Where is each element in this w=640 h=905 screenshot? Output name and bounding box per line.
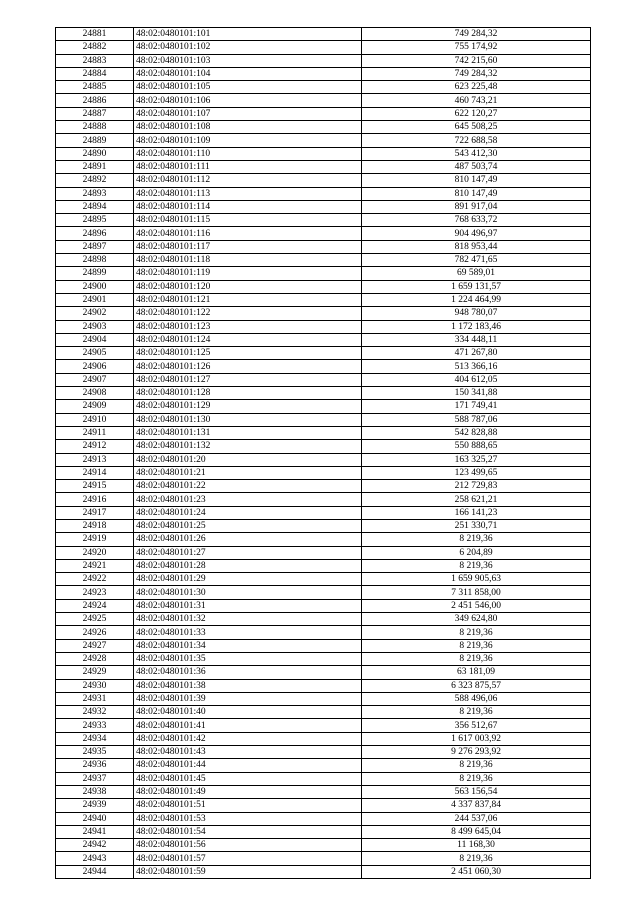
cadastral-value-cell: 356 512,67 (362, 719, 591, 732)
cadastral-value-cell: 63 181,09 (362, 666, 591, 679)
cadastral-value-cell: 471 267,80 (362, 347, 591, 360)
table-row (56, 94, 591, 107)
cadastral-number-cell: 48:02:0480101:114 (134, 200, 362, 213)
cadastral-number-cell: 48:02:0480101:105 (134, 81, 362, 94)
cadastral-value-cell: 891 917,04 (362, 200, 591, 213)
cadastral-value-cell: 755 174,92 (362, 41, 591, 54)
row-number-cell: 24887 (56, 107, 134, 120)
cadastral-value-table (55, 27, 591, 879)
row-number-cell: 24929 (56, 666, 134, 679)
table-row (56, 28, 591, 41)
cadastral-value-cell: 782 471,65 (362, 254, 591, 267)
cadastral-value-cell: 8 219,36 (362, 772, 591, 785)
cadastral-number-cell: 48:02:0480101:116 (134, 227, 362, 240)
cadastral-number-cell: 48:02:0480101:43 (134, 746, 362, 759)
row-number-cell: 24895 (56, 214, 134, 227)
cadastral-value-cell: 404 612,05 (362, 373, 591, 386)
table-row (56, 652, 591, 665)
row-number-cell: 24903 (56, 320, 134, 333)
row-number-cell: 24938 (56, 785, 134, 798)
cadastral-value-cell: 8 219,36 (362, 639, 591, 652)
table-row (56, 839, 591, 852)
cadastral-value-cell: 244 537,06 (362, 812, 591, 825)
table-row (56, 573, 591, 586)
cadastral-value-cell: 123 499,65 (362, 466, 591, 479)
row-number-cell: 24909 (56, 400, 134, 413)
cadastral-value-cell: 171 749,41 (362, 400, 591, 413)
cadastral-number-cell: 48:02:0480101:119 (134, 267, 362, 280)
cadastral-value-cell: 8 219,36 (362, 706, 591, 719)
cadastral-value-cell: 150 341,88 (362, 387, 591, 400)
row-number-cell: 24943 (56, 852, 134, 865)
row-number-cell: 24883 (56, 54, 134, 67)
cadastral-number-cell: 48:02:0480101:115 (134, 214, 362, 227)
table-row (56, 320, 591, 333)
table-row (56, 706, 591, 719)
row-number-cell: 24884 (56, 67, 134, 80)
row-number-cell: 24882 (56, 41, 134, 54)
cadastral-number-cell: 48:02:0480101:27 (134, 546, 362, 559)
cadastral-number-cell: 48:02:0480101:128 (134, 387, 362, 400)
cadastral-number-cell: 48:02:0480101:26 (134, 533, 362, 546)
cadastral-number-cell: 48:02:0480101:57 (134, 852, 362, 865)
cadastral-number-cell: 48:02:0480101:127 (134, 373, 362, 386)
row-number-cell: 24933 (56, 719, 134, 732)
cadastral-value-cell: 9 276 293,92 (362, 746, 591, 759)
row-number-cell: 24893 (56, 187, 134, 200)
table-row (56, 214, 591, 227)
cadastral-value-cell: 460 743,21 (362, 94, 591, 107)
cadastral-value-cell: 1 224 464,99 (362, 293, 591, 306)
cadastral-number-cell: 48:02:0480101:30 (134, 586, 362, 599)
row-number-cell: 24907 (56, 373, 134, 386)
table-row (56, 413, 591, 426)
cadastral-value-cell: 818 953,44 (362, 240, 591, 253)
cadastral-value-cell: 349 624,80 (362, 613, 591, 626)
cadastral-number-cell: 48:02:0480101:129 (134, 400, 362, 413)
table-row (56, 466, 591, 479)
table-row (56, 759, 591, 772)
table-row (56, 865, 591, 878)
row-number-cell: 24889 (56, 134, 134, 147)
row-number-cell: 24923 (56, 586, 134, 599)
cadastral-number-cell: 48:02:0480101:20 (134, 453, 362, 466)
table-row (56, 679, 591, 692)
row-number-cell: 24939 (56, 799, 134, 812)
row-number-cell: 24904 (56, 333, 134, 346)
row-number-cell: 24896 (56, 227, 134, 240)
row-number-cell: 24890 (56, 147, 134, 160)
table-row (56, 666, 591, 679)
cadastral-number-cell: 48:02:0480101:45 (134, 772, 362, 785)
table-row (56, 280, 591, 293)
cadastral-value-cell: 722 688,58 (362, 134, 591, 147)
cadastral-value-cell: 2 451 546,00 (362, 599, 591, 612)
cadastral-number-cell: 48:02:0480101:110 (134, 147, 362, 160)
row-number-cell: 24918 (56, 519, 134, 532)
table-row (56, 107, 591, 120)
table-row (56, 360, 591, 373)
row-number-cell: 24905 (56, 347, 134, 360)
cadastral-number-cell: 48:02:0480101:118 (134, 254, 362, 267)
table-row (56, 453, 591, 466)
cadastral-number-cell: 48:02:0480101:103 (134, 54, 362, 67)
table-row (56, 639, 591, 652)
cadastral-value-cell: 542 828,88 (362, 426, 591, 439)
cadastral-value-cell: 749 284,32 (362, 28, 591, 41)
table-row (56, 559, 591, 572)
row-number-cell: 24941 (56, 825, 134, 838)
table-row (56, 134, 591, 147)
table-row (56, 147, 591, 160)
cadastral-number-cell: 48:02:0480101:120 (134, 280, 362, 293)
cadastral-number-cell: 48:02:0480101:125 (134, 347, 362, 360)
cadastral-value-cell: 258 621,21 (362, 493, 591, 506)
row-number-cell: 24888 (56, 121, 134, 134)
row-number-cell: 24898 (56, 254, 134, 267)
row-number-cell: 24891 (56, 160, 134, 173)
table-row (56, 719, 591, 732)
row-number-cell: 24911 (56, 426, 134, 439)
table-row (56, 812, 591, 825)
cadastral-number-cell: 48:02:0480101:21 (134, 466, 362, 479)
cadastral-number-cell: 48:02:0480101:29 (134, 573, 362, 586)
row-number-cell: 24934 (56, 732, 134, 745)
cadastral-value-cell: 334 448,11 (362, 333, 591, 346)
cadastral-number-cell: 48:02:0480101:108 (134, 121, 362, 134)
table-row (56, 599, 591, 612)
cadastral-value-cell: 11 168,30 (362, 839, 591, 852)
cadastral-value-cell: 6 323 875,57 (362, 679, 591, 692)
cadastral-number-cell: 48:02:0480101:33 (134, 626, 362, 639)
cadastral-value-cell: 948 780,07 (362, 307, 591, 320)
table-row (56, 519, 591, 532)
cadastral-number-cell: 48:02:0480101:39 (134, 692, 362, 705)
row-number-cell: 24920 (56, 546, 134, 559)
table-row (56, 240, 591, 253)
table-row (56, 254, 591, 267)
table-row (56, 54, 591, 67)
table-row (56, 746, 591, 759)
table-row (56, 200, 591, 213)
table-row (56, 426, 591, 439)
row-number-cell: 24931 (56, 692, 134, 705)
cadastral-number-cell: 48:02:0480101:111 (134, 160, 362, 173)
row-number-cell: 24919 (56, 533, 134, 546)
cadastral-number-cell: 48:02:0480101:123 (134, 320, 362, 333)
table-row (56, 387, 591, 400)
cadastral-number-cell: 48:02:0480101:42 (134, 732, 362, 745)
cadastral-value-cell: 588 496,06 (362, 692, 591, 705)
cadastral-number-cell: 48:02:0480101:132 (134, 440, 362, 453)
cadastral-number-cell: 48:02:0480101:36 (134, 666, 362, 679)
table-row (56, 626, 591, 639)
row-number-cell: 24926 (56, 626, 134, 639)
row-number-cell: 24892 (56, 174, 134, 187)
table-row (56, 307, 591, 320)
table-row (56, 692, 591, 705)
table-row (56, 613, 591, 626)
cadastral-number-cell: 48:02:0480101:23 (134, 493, 362, 506)
row-number-cell: 24886 (56, 94, 134, 107)
cadastral-number-cell: 48:02:0480101:112 (134, 174, 362, 187)
cadastral-number-cell: 48:02:0480101:113 (134, 187, 362, 200)
row-number-cell: 24944 (56, 865, 134, 878)
cadastral-number-cell: 48:02:0480101:41 (134, 719, 362, 732)
row-number-cell: 24935 (56, 746, 134, 759)
cadastral-value-cell: 69 589,01 (362, 267, 591, 280)
cadastral-number-cell: 48:02:0480101:122 (134, 307, 362, 320)
row-number-cell: 24902 (56, 307, 134, 320)
table-row (56, 785, 591, 798)
table-body (56, 28, 591, 879)
row-number-cell: 24925 (56, 613, 134, 626)
cadastral-number-cell: 48:02:0480101:104 (134, 67, 362, 80)
cadastral-number-cell: 48:02:0480101:121 (134, 293, 362, 306)
table-row (56, 293, 591, 306)
table-row (56, 825, 591, 838)
cadastral-number-cell: 48:02:0480101:101 (134, 28, 362, 41)
row-number-cell: 24900 (56, 280, 134, 293)
cadastral-number-cell: 48:02:0480101:56 (134, 839, 362, 852)
cadastral-value-cell: 810 147,49 (362, 174, 591, 187)
cadastral-value-cell: 8 219,36 (362, 559, 591, 572)
table-row (56, 440, 591, 453)
table-row (56, 533, 591, 546)
cadastral-value-cell: 4 337 837,84 (362, 799, 591, 812)
table-row (56, 852, 591, 865)
cadastral-number-cell: 48:02:0480101:130 (134, 413, 362, 426)
row-number-cell: 24899 (56, 267, 134, 280)
table-row (56, 546, 591, 559)
table-row (56, 67, 591, 80)
row-number-cell: 24924 (56, 599, 134, 612)
cadastral-number-cell: 48:02:0480101:109 (134, 134, 362, 147)
cadastral-number-cell: 48:02:0480101:22 (134, 480, 362, 493)
row-number-cell: 24913 (56, 453, 134, 466)
table-row (56, 227, 591, 240)
cadastral-number-cell: 48:02:0480101:53 (134, 812, 362, 825)
cadastral-value-cell: 588 787,06 (362, 413, 591, 426)
cadastral-value-cell: 8 219,36 (362, 533, 591, 546)
cadastral-number-cell: 48:02:0480101:24 (134, 506, 362, 519)
cadastral-number-cell: 48:02:0480101:51 (134, 799, 362, 812)
table-row (56, 506, 591, 519)
table-row (56, 493, 591, 506)
table-row (56, 347, 591, 360)
table-row (56, 400, 591, 413)
table-row (56, 333, 591, 346)
row-number-cell: 24930 (56, 679, 134, 692)
table-row (56, 732, 591, 745)
cadastral-number-cell: 48:02:0480101:59 (134, 865, 362, 878)
cadastral-value-cell: 8 219,36 (362, 652, 591, 665)
row-number-cell: 24894 (56, 200, 134, 213)
cadastral-value-cell: 645 508,25 (362, 121, 591, 134)
row-number-cell: 24936 (56, 759, 134, 772)
cadastral-value-cell: 513 366,16 (362, 360, 591, 373)
cadastral-value-cell: 543 412,30 (362, 147, 591, 160)
table-row (56, 187, 591, 200)
cadastral-value-cell: 563 156,54 (362, 785, 591, 798)
cadastral-value-cell: 1 659 905,63 (362, 573, 591, 586)
cadastral-value-cell: 212 729,83 (362, 480, 591, 493)
row-number-cell: 24910 (56, 413, 134, 426)
cadastral-value-cell: 163 325,27 (362, 453, 591, 466)
row-number-cell: 24917 (56, 506, 134, 519)
row-number-cell: 24901 (56, 293, 134, 306)
cadastral-value-cell: 8 219,36 (362, 626, 591, 639)
cadastral-number-cell: 48:02:0480101:107 (134, 107, 362, 120)
cadastral-number-cell: 48:02:0480101:40 (134, 706, 362, 719)
table-row (56, 373, 591, 386)
row-number-cell: 24927 (56, 639, 134, 652)
row-number-cell: 24940 (56, 812, 134, 825)
table-row (56, 41, 591, 54)
cadastral-value-cell: 6 204,89 (362, 546, 591, 559)
cadastral-value-cell: 7 311 858,00 (362, 586, 591, 599)
cadastral-number-cell: 48:02:0480101:38 (134, 679, 362, 692)
row-number-cell: 24932 (56, 706, 134, 719)
cadastral-number-cell: 48:02:0480101:32 (134, 613, 362, 626)
cadastral-number-cell: 48:02:0480101:31 (134, 599, 362, 612)
cadastral-value-cell: 550 888,65 (362, 440, 591, 453)
cadastral-value-cell: 749 284,32 (362, 67, 591, 80)
cadastral-value-cell: 623 225,48 (362, 81, 591, 94)
table-row (56, 480, 591, 493)
table-row (56, 174, 591, 187)
row-number-cell: 24922 (56, 573, 134, 586)
cadastral-number-cell: 48:02:0480101:25 (134, 519, 362, 532)
cadastral-value-cell: 251 330,71 (362, 519, 591, 532)
cadastral-number-cell: 48:02:0480101:35 (134, 652, 362, 665)
cadastral-value-cell: 2 451 060,30 (362, 865, 591, 878)
row-number-cell: 24937 (56, 772, 134, 785)
row-number-cell: 24881 (56, 28, 134, 41)
cadastral-number-cell: 48:02:0480101:54 (134, 825, 362, 838)
cadastral-number-cell: 48:02:0480101:124 (134, 333, 362, 346)
cadastral-number-cell: 48:02:0480101:102 (134, 41, 362, 54)
cadastral-value-cell: 8 219,36 (362, 852, 591, 865)
cadastral-number-cell: 48:02:0480101:34 (134, 639, 362, 652)
cadastral-value-cell: 768 633,72 (362, 214, 591, 227)
cadastral-value-cell: 1 172 183,46 (362, 320, 591, 333)
table-row (56, 772, 591, 785)
cadastral-value-cell: 487 503,74 (362, 160, 591, 173)
cadastral-number-cell: 48:02:0480101:49 (134, 785, 362, 798)
table-row (56, 81, 591, 94)
cadastral-value-cell: 742 215,60 (362, 54, 591, 67)
table-row (56, 160, 591, 173)
table-row (56, 799, 591, 812)
row-number-cell: 24914 (56, 466, 134, 479)
cadastral-number-cell: 48:02:0480101:44 (134, 759, 362, 772)
cadastral-value-cell: 904 496,97 (362, 227, 591, 240)
cadastral-number-cell: 48:02:0480101:28 (134, 559, 362, 572)
row-number-cell: 24885 (56, 81, 134, 94)
row-number-cell: 24906 (56, 360, 134, 373)
row-number-cell: 24915 (56, 480, 134, 493)
row-number-cell: 24908 (56, 387, 134, 400)
row-number-cell: 24928 (56, 652, 134, 665)
cadastral-number-cell: 48:02:0480101:106 (134, 94, 362, 107)
row-number-cell: 24912 (56, 440, 134, 453)
cadastral-number-cell: 48:02:0480101:131 (134, 426, 362, 439)
cadastral-value-cell: 8 499 645,04 (362, 825, 591, 838)
row-number-cell: 24921 (56, 559, 134, 572)
row-number-cell: 24897 (56, 240, 134, 253)
table-row (56, 586, 591, 599)
document-page (55, 27, 590, 879)
row-number-cell: 24916 (56, 493, 134, 506)
row-number-cell: 24942 (56, 839, 134, 852)
cadastral-value-cell: 622 120,27 (362, 107, 591, 120)
cadastral-value-cell: 166 141,23 (362, 506, 591, 519)
cadastral-value-cell: 1 617 003,92 (362, 732, 591, 745)
table-row (56, 267, 591, 280)
cadastral-number-cell: 48:02:0480101:117 (134, 240, 362, 253)
cadastral-value-cell: 8 219,36 (362, 759, 591, 772)
table-row (56, 121, 591, 134)
cadastral-value-cell: 810 147,49 (362, 187, 591, 200)
cadastral-number-cell: 48:02:0480101:126 (134, 360, 362, 373)
cadastral-value-cell: 1 659 131,57 (362, 280, 591, 293)
